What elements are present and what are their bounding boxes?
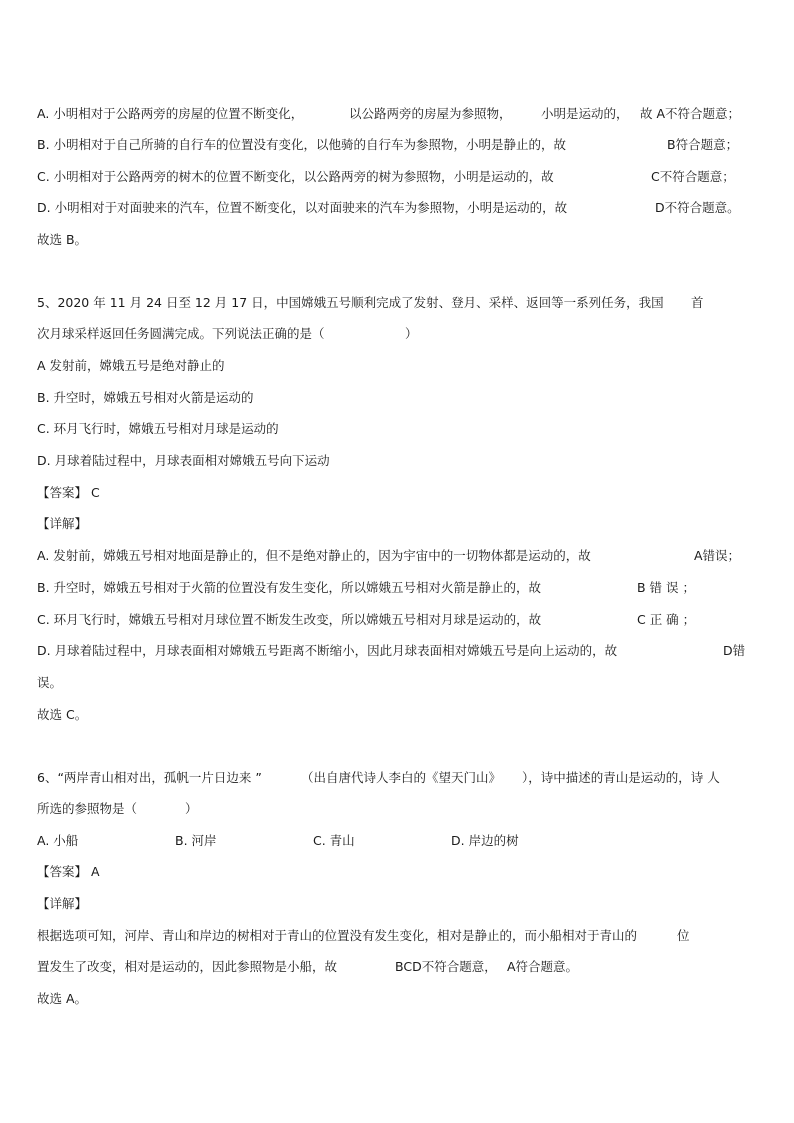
q5-exp-b-verdict: B 错 误 ； — [637, 580, 695, 595]
q6-stem-text: 6、“两岸青山相对出，孤帆一片日边来 ” — [37, 770, 262, 785]
q6-option-c: C. 青山 — [313, 833, 355, 848]
q4-c-text: C. 小明相对于公路两旁的树木的位置不断变化，以公路两旁的树为参照物，小明是运动的，故 — [37, 169, 554, 184]
q5-stem-text2: 次月球采样返回任务圆满完成。下列说法正确的是（ — [37, 326, 325, 341]
q4-d-verdict: D不符合题意。 — [655, 200, 740, 215]
q6-option-d: D. 岸边的树 — [451, 833, 519, 848]
q5-exp-d-text: D. 月球着陆过程中，月球表面相对嫦娥五号距离不断缩小，因此月球表面相对嫦娥五号是向上运动的，故 — [37, 643, 618, 658]
q5-exp-tail-text: 误。 — [37, 675, 63, 690]
q6-stem-close: ） — [185, 801, 198, 816]
q6-option-a: A. 小船 — [37, 833, 79, 848]
q6-exp-text2: 置发生了改变，相对是运动的，因此参照物是小船，故 — [37, 959, 338, 974]
q4-a-text3: 小明是运动的， — [541, 106, 629, 121]
q5-exp-c-verdict: C 正 确 ； — [637, 612, 696, 627]
q5-option-a-text: A 发射前，嫦娥五号是绝对静止的 — [37, 358, 225, 373]
q6-exp-text2-tail: A符合题意。 — [507, 959, 579, 974]
q4-d-text: D. 小明相对于对面驶来的汽车，位置不断变化，以对面驶来的汽车为参照物，小明是运动的，故 — [37, 200, 568, 215]
q5-exp-c-text: C. 环月飞行时，嫦娥五号相对月球位置不断发生改变，所以嫦娥五号相对月球是运动的，故 — [37, 612, 542, 627]
q5-stem-text: 5、2020 年 11 月 24 日至 12 月 17 日，中国嫦娥五号顺利完成了发射、登月、采样、返回等一系列任务，我国 — [37, 295, 664, 310]
q4-conclusion-text: 故选 B。 — [37, 232, 88, 247]
q4-b-verdict: B符合题意； — [667, 137, 739, 152]
q5-option-b-text: B. 升空时，嫦娥五号相对火箭是运动的 — [37, 390, 254, 405]
q5-exp-a-verdict: A错误； — [694, 548, 741, 563]
q6-stem-source: （出自唐代诗人李白的《望天门山》 — [301, 770, 502, 785]
q5-detail-label-text: 【详解】 — [37, 516, 88, 531]
q6-option-b: B. 河岸 — [175, 833, 217, 848]
q6-answer-text: 【答案】 A — [37, 864, 100, 879]
q5-option-c-text: C. 环月飞行时，嫦娥五号相对月球是运动的 — [37, 421, 279, 436]
q5-exp-d-verdict: D错 — [723, 643, 746, 658]
q4-a-text2: 以公路两旁的房屋为参照物， — [349, 106, 512, 121]
q4-a-text: A. 小明相对于公路两旁的房屋的位置不断变化， — [37, 106, 304, 121]
q6-exp-text1-tail: 位 — [677, 928, 690, 943]
q4-a-verdict: 故 A不符合题意； — [640, 106, 741, 121]
q5-exp-a-text: A. 发射前，嫦娥五号相对地面是静止的，但不是绝对静止的，因为宇宙中的一切物体都是运动的，故 — [37, 548, 591, 563]
q5-conclusion-text: 故选 C。 — [37, 707, 88, 722]
q4-c-verdict: C不符合题意； — [651, 169, 735, 184]
q6-stem-tail: ），诗中描述的青山是运动的，诗 人 — [522, 770, 720, 785]
q6-detail-label-text: 【详解】 — [37, 896, 88, 911]
q6-stem-text2: 所选的参照物是（ — [37, 801, 138, 816]
q5-exp-b-text: B. 升空时，嫦娥五号相对于火箭的位置没有发生变化，所以嫦娥五号相对火箭是静止的，故 — [37, 580, 542, 595]
q4-b-text: B. 小明相对于自己所骑的自行车的位置没有变化，以他骑的自行车为参照物，小明是静止的，故 — [37, 137, 567, 152]
q5-option-d-text: D. 月球着陆过程中，月球表面相对嫦娥五号向下运动 — [37, 453, 330, 468]
q5-stem-tail: 首 — [691, 295, 704, 310]
q5-stem-close: ） — [405, 326, 418, 341]
q6-exp-text1: 根据选项可知，河岸、青山和岸边的树相对于青山的位置没有发生变化，相对是静止的，而小船相对于青山的 — [37, 928, 638, 943]
q6-exp-text2-mid: BCD不符合题意， — [395, 959, 497, 974]
q5-answer-text: 【答案】 C — [37, 485, 100, 500]
q6-conclusion-text: 故选 A。 — [37, 991, 88, 1006]
